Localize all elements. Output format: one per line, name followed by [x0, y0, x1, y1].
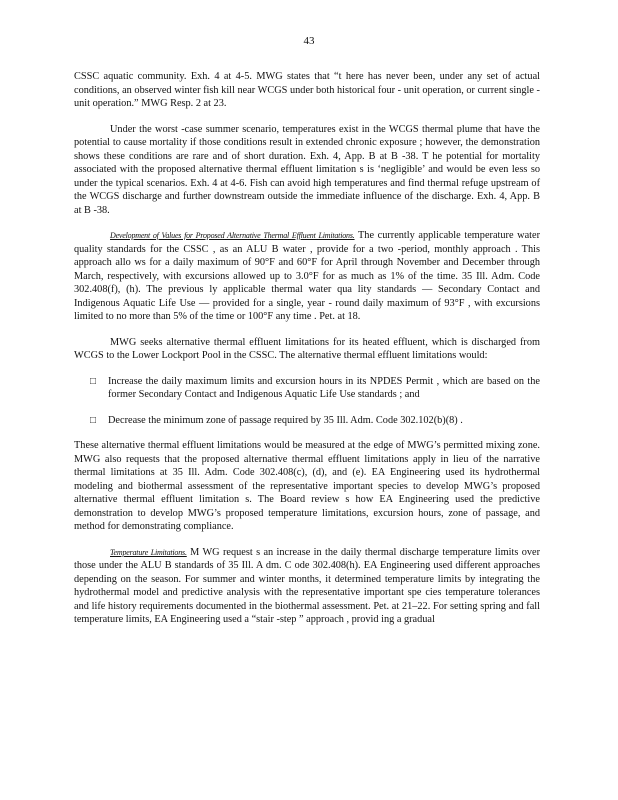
page-number: 43 — [303, 35, 315, 47]
section-heading-development: Development of Values for Proposed Alternative Thermal Effluent Limitations. — [110, 231, 355, 240]
section-text-development: The currently applicable temperature water quality standards for the CSSC , as an ALU B water , provide for a two -period, monthly approach . This approach allo ws for a daily maximum of 90°F and 60°F for April through November and December through March, respectively, with excursions allowed up to 3.0°F for as much as 1% of the time. 35 Ill. Adm. Code 302.408(f), (h). The previous ly applicable thermal water qua lity standards — Secondary Contact and Indigenous Aquatic Life Use — provided for a single, year - round daily maximum of 93°F , with excursions limited to no more than 5% of the time or 100°F any time . Pet. at 18. — [74, 230, 541, 322]
paragraph-measured: These alternative thermal effluent limitations would be measured at the edge of MWG’s permitted mixing zone. MWG also requests that the proposed alternative thermal effluent limitations apply in lieu of the narrative thermal limitations at 35 Ill. Adm. Code 302.408(c), (d), and (e). EA Engineering used its hydrothermal modeling and biothermal assessment of the representative important species to develop MWG’s proposed alternative thermal effluent limitation s. The Board review s how EA Engineering used the predictive demonstration to develop MWG’s proposed temperature limitations, excursion hours, zone of passage, and method for demonstrating compliance. — [74, 440, 540, 532]
bullet-list — [74, 375, 540, 428]
paragraph-development — [74, 229, 540, 324]
paragraph-mwg-seeks: MWG seeks alternative thermal effluent limitations for its heated effluent, which is discharged from WCGS to the Lower Lockport Pool in the CSSC. The alternative thermal effluent limitations would: — [74, 336, 540, 361]
paragraph-continuation: CSSC aquatic community. Exh. 4 at 4-5. MWG states that “t here has never been, under any set of actual conditions, an observed winter fish kill near WCGS under both historical four - unit operation, or current single -unit operation.” MWG Resp. 2 at 23. — [74, 71, 540, 109]
section-text-temperature: M WG request s an increase in the daily thermal discharge temperature limits over those under the ALU B standards of 35 Ill. A dm. C ode 302.408(h). EA Engineering used different approaches depending on the season. For summer and winter months, it determined temperature limits by integrating the hydrothermal model and predictive analysis with the representative important spe cies temperature tolerances and life history requirements documented in the biothermal assessment. Pet. at 21–22. For setting spring and fall temperature limits, EA Engineering used a “stair -step ” approach , provid ing a gradual — [74, 546, 541, 625]
paragraph-worst-case: Under the worst -case summer scenario, temperatures exist in the WCGS thermal plume that have the potential to cause mortality if those conditions result in extended chronic exposure ; however, the demonstration shows these conditions are rare and of short duration. Exh. 4, App. B at B -38. T he potential for mortality associated with the proposed alternative thermal effluent limitation s is ‘negligible’ and would be even less so under the typical scenarios. Exh. 4 at 4-6. Fish can avoid high temperatures and find thermal refuge upstream of the WCGS discharge and further downstream outside the immediate influence of the discharge. Exh. 4, App. B at B -38. — [74, 123, 540, 216]
paragraph-temperature — [74, 546, 540, 627]
document-body — [74, 70, 540, 639]
checkbox-icon: □ — [90, 414, 97, 426]
checkbox-icon: □ — [90, 375, 97, 387]
list-item: □ Decrease the minimum zone of passage required by 35 Ill. Adm. Code 302.102(b)(8) . — [90, 414, 463, 426]
list-item: □ Increase the daily maximum limits and excursion hours in its NPDES Permit , which are based on the former Secondary Contact and Indigenous Aquatic Life Use standards ; and — [90, 375, 540, 400]
section-heading-temperature: Temperature Limitations. — [110, 547, 187, 557]
